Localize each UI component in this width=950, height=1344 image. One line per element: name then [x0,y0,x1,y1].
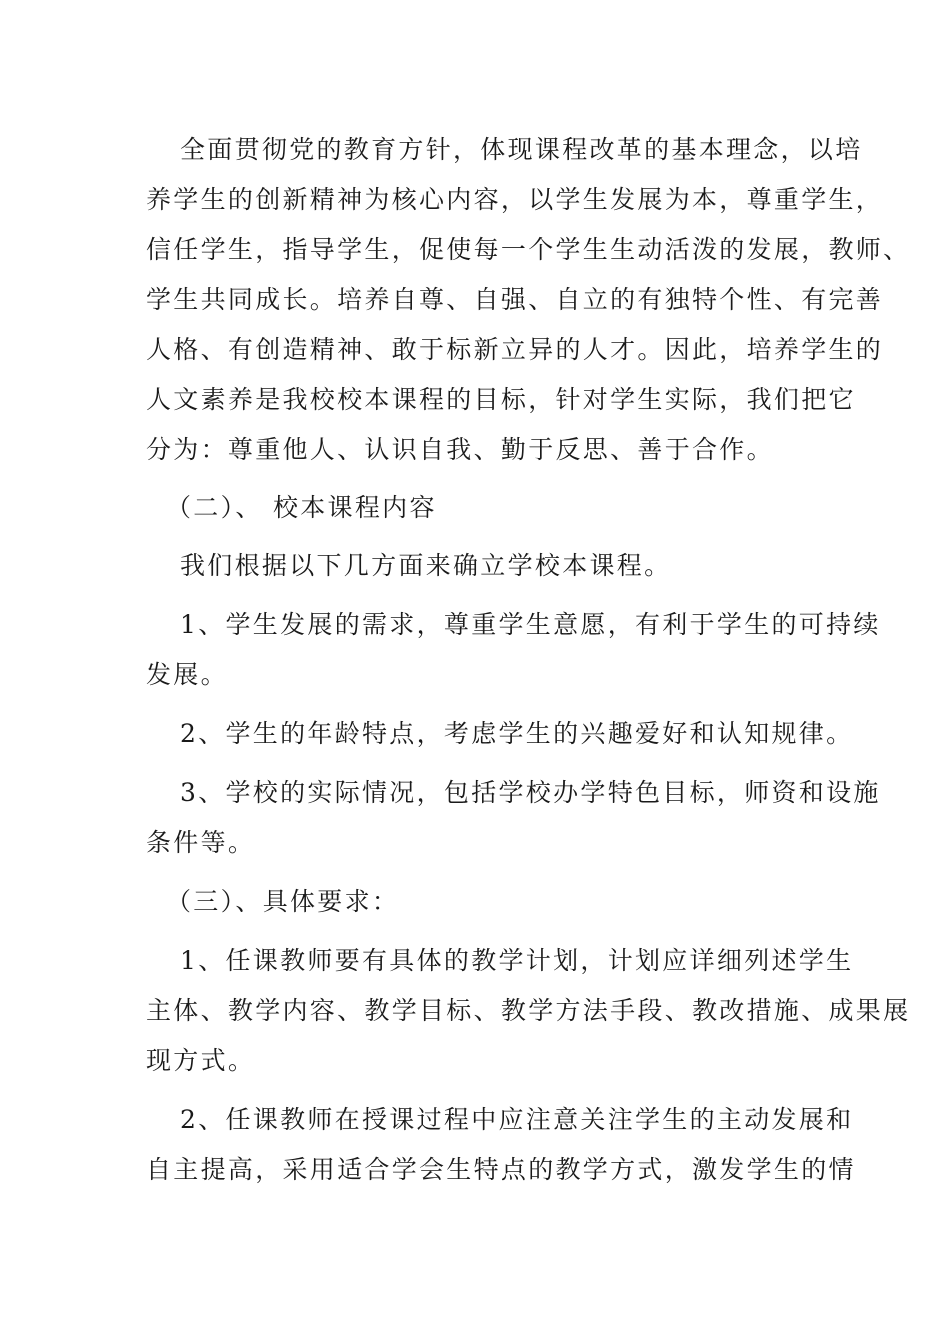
paragraph-line: 全面贯彻党的教育方针，体现课程改革的基本理念，以培 [180,135,863,164]
list-item-line: 1、学生发展的需求，尊重学生意愿，有利于学生的可持续 [180,610,881,639]
section-intro: 我们根据以下几方面来确立学校本课程。 [180,551,672,580]
list-item-line: 2、学生的年龄特点，考虑学生的兴趣爱好和认知规律。 [180,719,854,748]
list-item-line: 自主提高，采用适合学会生特点的教学方式，激发学生的情 [146,1155,856,1184]
list-item-line: 2、任课教师在授课过程中应注意关注学生的主动发展和 [180,1105,854,1134]
paragraph-line: 人文素养是我校校本课程的目标，针对学生实际，我们把它 [146,385,856,414]
list-item-line: 现方式。 [146,1046,256,1075]
list-item-line: 3、学校的实际情况，包括学校办学特色目标，师资和设施 [180,778,881,807]
paragraph-line: 养学生的创新精神为核心内容，以学生发展为本，尊重学生， [146,185,884,214]
paragraph-line: 人格、有创造精神、敢于标新立异的人才。因此，培养学生的 [146,335,884,364]
section-heading: （三）、具体要求： [166,887,400,916]
list-item-line: 发展。 [146,660,228,689]
paragraph-line: 分为：尊重他人、认识自我、勤于反思、善于合作。 [146,435,774,464]
section-heading: （二）、 校本课程内容 [166,493,437,522]
paragraph-line: 学生共同成长。培养自尊、自强、自立的有独特个性、有完善 [146,285,884,314]
paragraph-line: 信任学生，指导学生，促使每一个学生生动活泼的发展，教师、 [146,235,911,264]
list-item-line: 条件等。 [146,828,256,857]
list-item-line: 1、任课教师要有具体的教学计划，计划应详细列述学生 [180,946,854,975]
list-item-line: 主体、教学内容、教学目标、教学方法手段、教改措施、成果展 [146,996,911,1025]
